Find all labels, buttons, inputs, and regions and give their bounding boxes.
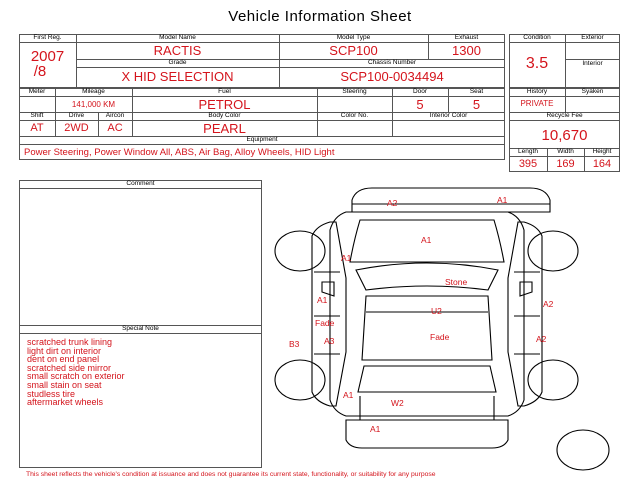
fuel-value: PETROL (198, 97, 251, 112)
wheel-rear-right (528, 360, 578, 400)
shift-value: AT (30, 122, 44, 134)
damage-left-rear-fender: B3 (289, 339, 300, 349)
exhaust-label: Exhaust (454, 34, 479, 41)
color-no-label: Color No. (340, 112, 369, 119)
exterior-label: Exterior (581, 34, 604, 41)
chassis-number-label: Chassis Number (367, 59, 417, 66)
length-value: 395 (518, 158, 538, 170)
condition-grade: 3.5 (525, 55, 549, 72)
drive-label: Drive (68, 112, 85, 119)
damage-rear-glass: W2 (391, 398, 404, 408)
damage-front-left-bumper: A2 (387, 198, 398, 208)
model-type-label: Model Type (336, 34, 371, 41)
side-mirror-right (520, 282, 532, 296)
interior-color-label: Interior Color (429, 112, 468, 119)
aircon-label: Aircon (105, 112, 125, 119)
list-item: aftermarket wheels (27, 397, 104, 408)
grade-label: Grade (168, 59, 187, 66)
shift-label: Shift (30, 112, 44, 119)
damage-right-rear-door: A2 (536, 334, 547, 344)
height-value: 164 (592, 158, 612, 170)
model-name-value: RACTIS (153, 43, 202, 58)
wheel-rear-left (275, 360, 325, 400)
comment-box (19, 180, 262, 468)
length-label: Length (518, 148, 538, 155)
drive-value: 2WD (64, 122, 89, 134)
damage-rear-bumper: A1 (370, 424, 381, 434)
disclaimer-footer: This sheet reflects the vehicle's condition at issuance and does not guarantee its current state, functionality, or suitability for any purpose (26, 471, 436, 478)
damage-right-front-door: A2 (543, 299, 554, 309)
list-item: scratched trunk lining (27, 337, 113, 347)
history-value: PRIVATE (520, 99, 554, 108)
width-value: 169 (556, 158, 575, 170)
comment-label: Comment (126, 180, 155, 187)
front-bumper-outline (352, 188, 550, 212)
fuel-label: Fuel (218, 88, 231, 95)
mileage-label: Mileage (82, 88, 105, 95)
special-note-label: Special Note (122, 325, 159, 332)
exhaust-value: 1300 (452, 43, 481, 58)
history-label: History (526, 88, 548, 95)
equipment-label: Equipment (246, 136, 278, 143)
steering-label: Steering (342, 88, 367, 95)
meter-label: Meter (28, 88, 46, 95)
list-item: dent on end panel (27, 354, 100, 365)
condition-label: Condition (523, 34, 551, 41)
list-item: light dirt on interior (27, 345, 102, 356)
seat-label: Seat (469, 88, 484, 95)
damage-rear-left-quarter: A1 (343, 390, 354, 400)
damage-roof: U2 (431, 306, 442, 316)
list-item: small scratch on exterior (27, 371, 125, 382)
list-item: studless tire (27, 388, 76, 399)
recycle-fee-value: 10,670 (541, 127, 588, 144)
wheel-front-right (528, 231, 578, 271)
damage-hood: A1 (421, 235, 432, 245)
side-mirror-left (322, 282, 334, 296)
sheet-title: Vehicle Information Sheet (228, 8, 412, 25)
damage-left-front-door-fade: Fade (315, 318, 335, 328)
body-color-value: PEARL (203, 121, 246, 136)
spare-wheel (557, 430, 609, 470)
mileage-value: 141,000 KM (71, 100, 116, 109)
chassis-number-value: SCP100-0034494 (340, 69, 444, 84)
first-reg-month: /8 (33, 63, 47, 80)
first-reg-label: First Reg. (33, 34, 62, 41)
model-name-label: Model Name (159, 34, 196, 41)
syaken-label: Syaken (581, 88, 604, 95)
model-type-value: SCP100 (329, 43, 378, 58)
interior-label: Interior (582, 60, 603, 67)
wheel-front-left (275, 231, 325, 271)
damage-front-right-bumper: A1 (497, 195, 508, 205)
roof-outline (362, 296, 492, 360)
grade-value: X HID SELECTION (121, 69, 234, 84)
damage-roof-fade: Fade (430, 332, 450, 342)
recycle-fee-label: Recycle Fee (546, 112, 583, 119)
door-label: Door (412, 88, 428, 95)
equipment-value: Power Steering, Power Window All, ABS, Air Bag, Alloy Wheels, HID Light (24, 147, 335, 158)
width-label: Width (557, 148, 574, 155)
right-side-panel (508, 222, 542, 406)
damage-left-rear-door: A3 (324, 336, 335, 346)
damage-left-front-door: A1 (317, 295, 328, 305)
body-color-label: Body Color (208, 112, 241, 119)
list-item: scratched side mirror (27, 362, 112, 373)
special-notes-list (27, 338, 257, 407)
rear-glass-outline (358, 366, 496, 392)
aircon-value: AC (107, 122, 123, 134)
list-item: small stain on seat (27, 379, 102, 390)
seat-value: 5 (472, 97, 481, 112)
windshield-outline (356, 263, 498, 290)
damage-windshield: Stone (445, 277, 468, 287)
left-side-panel (312, 222, 346, 406)
first-reg-year: 2007 (30, 48, 65, 65)
door-value: 5 (416, 97, 424, 112)
height-label: Height (592, 148, 612, 155)
damage-front-left-fender: A1 (341, 253, 352, 263)
